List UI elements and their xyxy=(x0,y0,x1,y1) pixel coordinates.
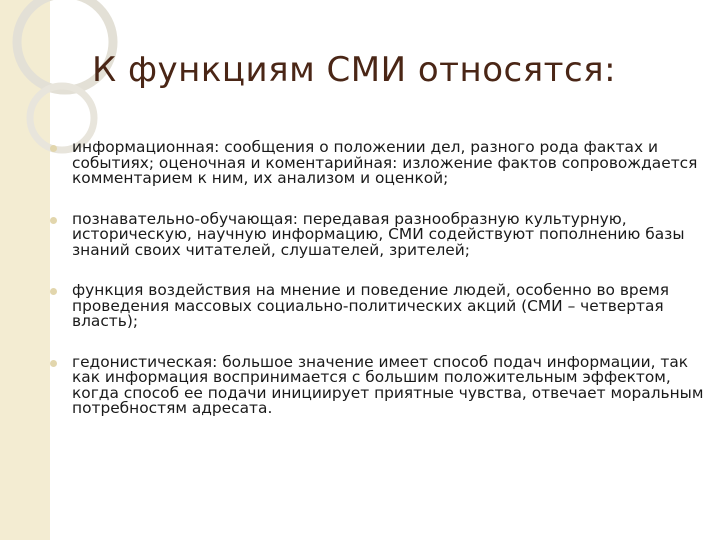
bullet-text: информационная: сообщения о положении дел, разного рода фактах и событиях; оценочная и коментарийная: изложение фактов сопровождается комментарием к ним, их анализом и оценкой; xyxy=(72,138,698,187)
bullet-text: познавательно-обучающая: передавая разнообразную культурную, историческую, научную информацию, СМИ содействуют пополнению базы знаний своих читателей, слушателей, зрителей; xyxy=(72,209,685,259)
bullet-item-educational xyxy=(48,209,708,259)
bullet-dot-icon xyxy=(50,145,57,152)
bullet-dot-icon xyxy=(50,217,57,224)
bullet-item-informational xyxy=(48,140,708,187)
slide-title: К функциям СМИ относятся: xyxy=(92,50,617,90)
bullet-list xyxy=(48,140,708,442)
bullet-text: функция воздействия на мнение и поведение людей, особенно во время проведения массовых социально-политических акций (СМИ – четвертая власть); xyxy=(72,281,670,330)
bullet-item-influence xyxy=(48,283,708,330)
bullet-item-hedonistic xyxy=(48,352,708,417)
bullet-text: гедонистическая: большое значение имеет способ подач информации, так как информация воспринимается с большим положительным эффектом, когда способ ее подачи инициирует приятные чувства, отвечает моральным потребностям адресата. xyxy=(72,352,704,417)
bullet-dot-icon xyxy=(50,360,57,367)
bullet-dot-icon xyxy=(50,288,57,295)
